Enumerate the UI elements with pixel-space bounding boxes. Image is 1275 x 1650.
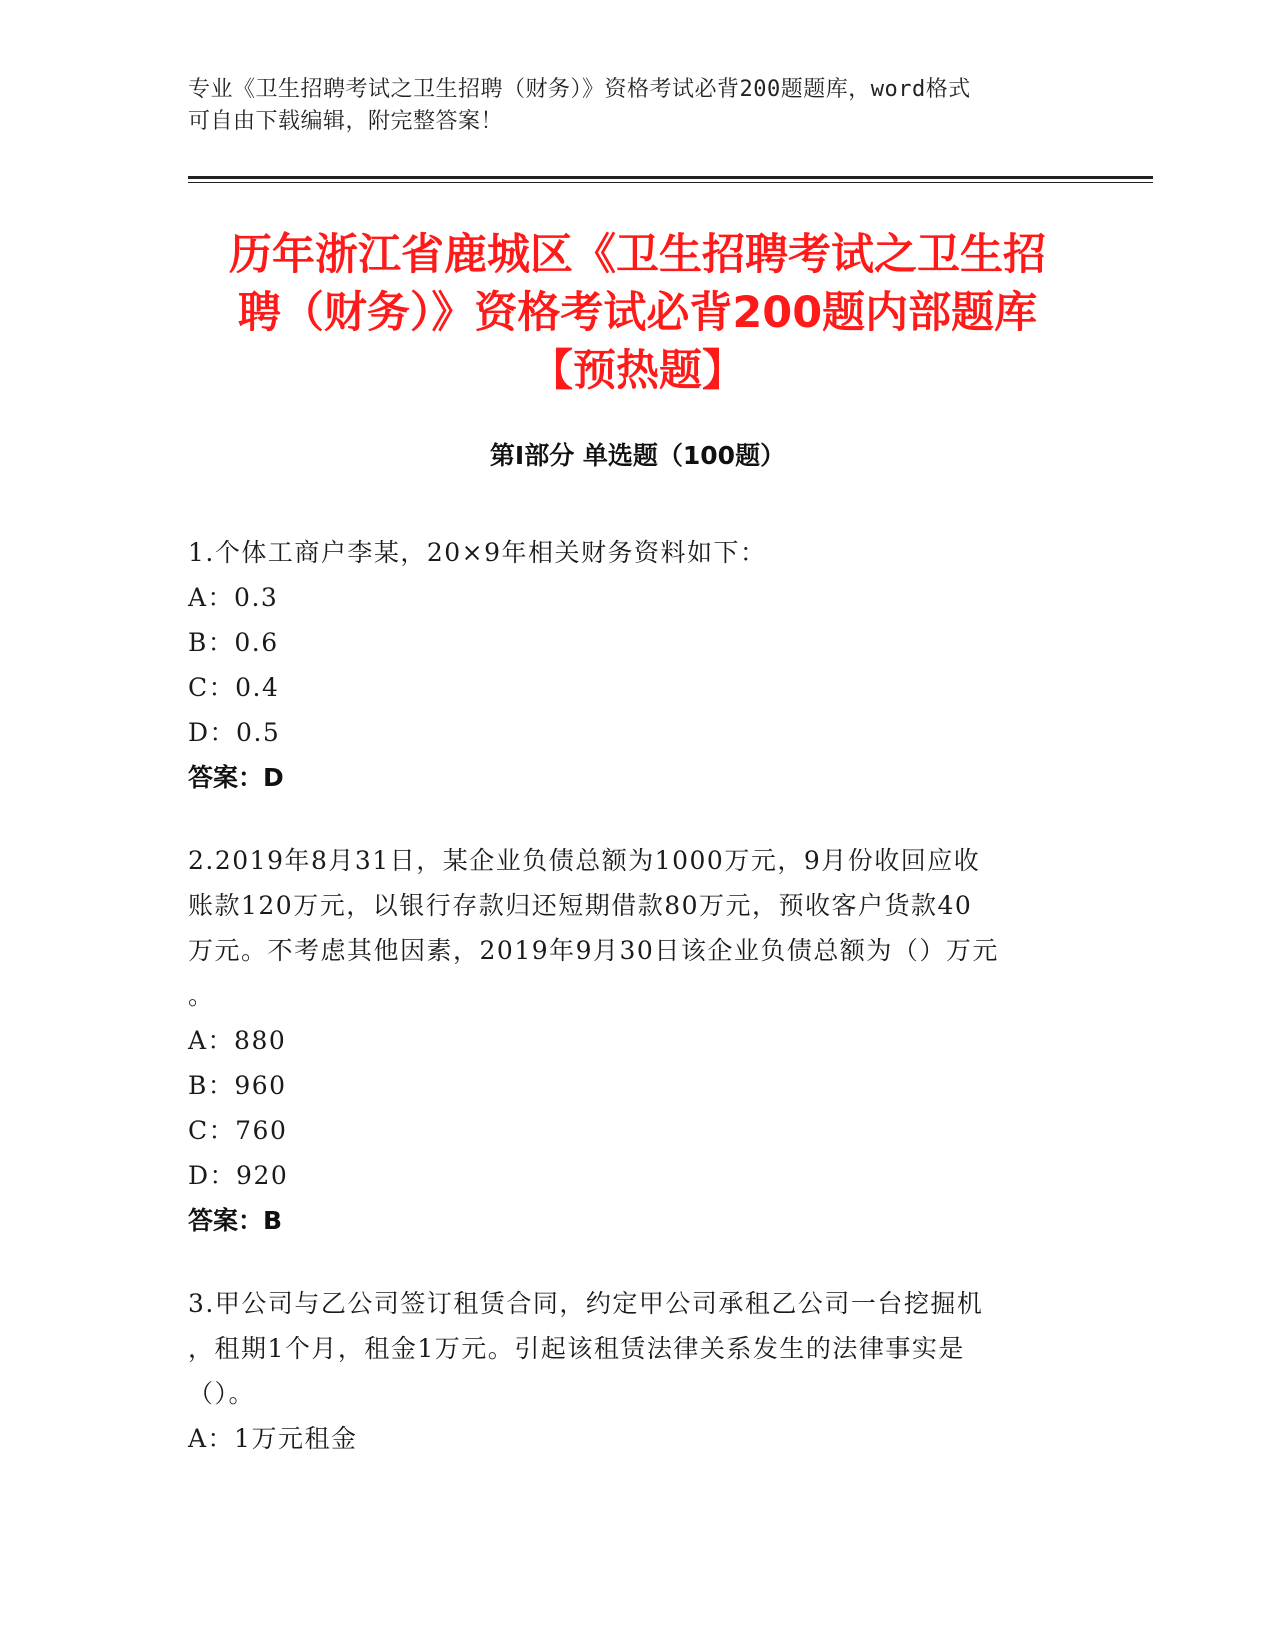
option-b: B：960	[188, 1071, 287, 1100]
answer-line: 答案：B	[188, 1206, 283, 1235]
document-title-line-3: 【预热题】	[530, 346, 745, 396]
section-heading: 第Ⅰ部分 单选题（100题）	[489, 441, 786, 470]
header-note-line-1: 专业《卫生招聘考试之卫生招聘（财务）》资格考试必背200题题库，word格式	[188, 77, 971, 102]
document-title	[150, 226, 1125, 400]
header-divider-thick	[188, 176, 1153, 179]
option-c: C：0.4	[188, 673, 280, 702]
header-note-line-2: 可自由下载编辑，附完整答案！	[188, 109, 504, 134]
question-stem-line: 。	[188, 981, 215, 1010]
answer-line: 答案：D	[188, 763, 284, 792]
option-a: A：0.3	[188, 583, 279, 612]
question-stem-line: （）。	[188, 1379, 256, 1408]
question-list	[188, 530, 1088, 1499]
question-stem-line: 万元。不考虑其他因素，2019年9月30日该企业负债总额为（）万元	[188, 936, 999, 965]
question-item	[188, 1281, 1088, 1461]
header-divider-thin	[188, 182, 1153, 183]
header-note	[188, 74, 1088, 138]
option-d: D：0.5	[188, 718, 281, 747]
option-a: A：1万元租金	[188, 1424, 358, 1453]
question-item	[188, 838, 1088, 1243]
question-stem-line: 3.甲公司与乙公司签订租赁合同，约定甲公司承租乙公司一台挖掘机	[188, 1289, 984, 1318]
question-stem-line: 2.2019年8月31日，某企业负债总额为1000万元，9月份收回应收	[188, 846, 981, 875]
question-stem-line: 1.个体工商户李某，20×9年相关财务资料如下：	[188, 538, 767, 567]
question-stem-line: 账款120万元，以银行存款归还短期借款80万元，预收客户货款40	[188, 891, 973, 920]
option-d: D：920	[188, 1161, 289, 1190]
question-stem-line: ，租期1个月，租金1万元。引起该租赁法律关系发生的法律事实是	[188, 1334, 965, 1363]
option-c: C：760	[188, 1116, 288, 1145]
option-b: B：0.6	[188, 628, 279, 657]
document-title-line-2: 聘（财务）》资格考试必背200题内部题库	[237, 288, 1038, 338]
option-a: A：880	[188, 1026, 287, 1055]
document-title-line-1: 历年浙江省鹿城区《卫生招聘考试之卫生招	[229, 230, 1046, 280]
question-item	[188, 530, 1088, 800]
